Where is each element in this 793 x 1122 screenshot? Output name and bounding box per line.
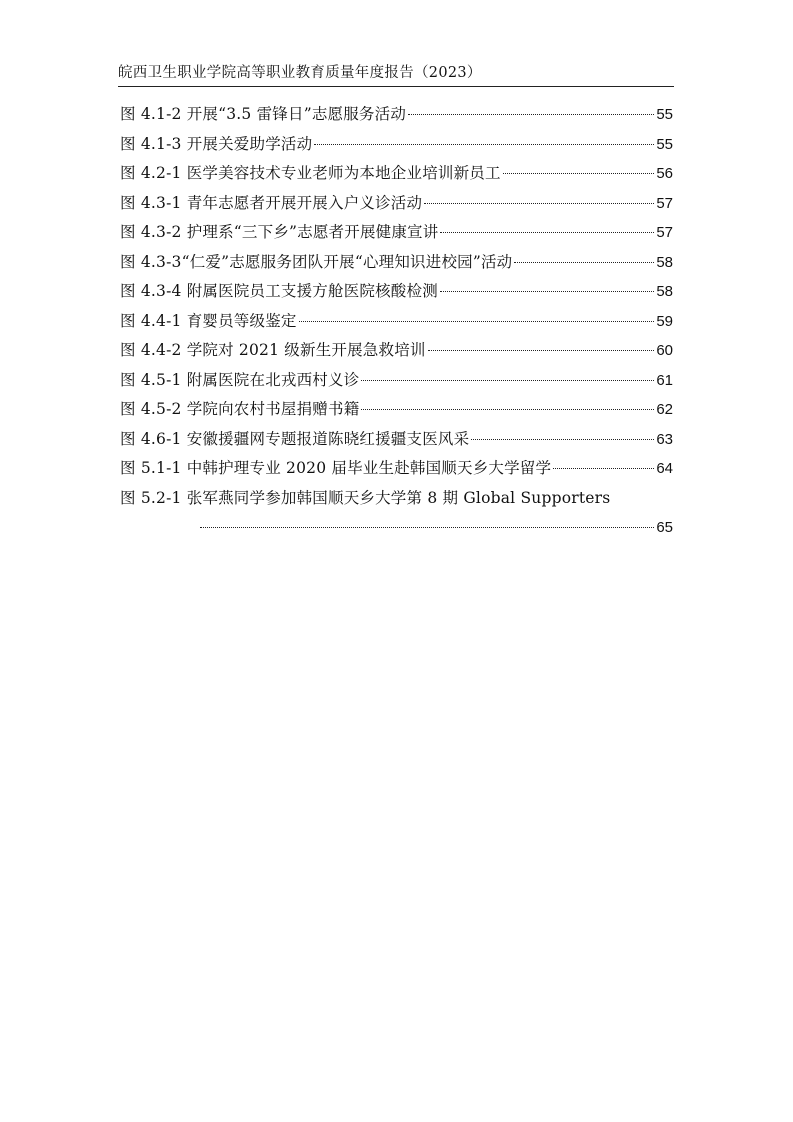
toc-entry-page: 55 (656, 106, 673, 123)
toc-entry[interactable] (120, 484, 673, 543)
toc-entry-page: 58 (656, 283, 673, 300)
toc-entry-page: 55 (656, 135, 673, 153)
toc-entry-label: 图 4.2-1 医学美容技术专业老师为本地企业培训新员工 (120, 164, 501, 182)
toc-entry[interactable] (120, 248, 673, 278)
toc-entry-page: 60 (656, 342, 673, 359)
toc-entry-label: 图 5.2-1 张军燕同学参加韩国顺天乡大学第 8 期 Global Supporters (120, 488, 611, 507)
toc-entry-label: 图 4.3-3“仁爱”志愿服务团队开展“心理知识进校园”活动 (120, 252, 513, 271)
dot-leader (200, 527, 654, 528)
toc-entry[interactable] (120, 100, 673, 130)
toc-entry-label: 图 4.5-2 学院向农村书屋捐赠书籍 (120, 400, 360, 418)
toc-entry[interactable] (120, 366, 673, 396)
dot-leader (314, 144, 654, 145)
toc-entry[interactable] (120, 425, 673, 455)
dot-leader (503, 173, 655, 174)
toc-entry-label: 图 4.3-4 附属医院员工支援方舱医院核酸检测 (120, 282, 438, 300)
toc-entry-page: 57 (656, 224, 673, 241)
toc-entry[interactable] (120, 307, 673, 337)
dot-leader (299, 321, 655, 322)
toc-entry-page: 65 (656, 519, 673, 536)
dot-leader (424, 203, 654, 204)
header-title: 皖西卫生职业学院高等职业教育质量年度报告（2023） (118, 65, 482, 81)
dot-leader (553, 468, 654, 469)
toc-entry[interactable] (120, 277, 673, 307)
toc-entry-label: 图 5.1-1 中韩护理专业 2020 届毕业生赴韩国顺天乡大学留学 (120, 459, 552, 477)
toc-entry-page: 58 (656, 253, 673, 271)
toc-entry-page: 62 (656, 401, 673, 418)
toc-entry-label: 图 4.3-1 青年志愿者开展开展入户义诊活动 (120, 193, 423, 212)
toc-entry[interactable] (120, 336, 673, 366)
dot-leader (408, 114, 654, 115)
dot-leader (440, 291, 654, 292)
dot-leader (514, 262, 654, 263)
toc-entry-page: 61 (656, 371, 673, 389)
page-header (118, 64, 674, 87)
toc-entry-page: 59 (656, 312, 673, 330)
toc-entry[interactable] (120, 454, 673, 484)
toc-entry[interactable] (120, 159, 673, 189)
toc-entry-label: 图 4.4-2 学院对 2021 级新生开展急救培训 (120, 341, 426, 359)
dot-leader (361, 380, 654, 381)
dot-leader (428, 350, 655, 351)
toc-entry[interactable] (120, 130, 673, 160)
toc-entry-page: 57 (656, 194, 673, 212)
dot-leader (361, 409, 654, 410)
toc-entry-page: 64 (656, 460, 673, 477)
figure-list (120, 100, 673, 543)
toc-entry[interactable] (120, 218, 673, 248)
toc-entry[interactable] (120, 395, 673, 425)
toc-entry-label: 图 4.1-3 开展关爱助学活动 (120, 134, 313, 153)
toc-entry-page: 63 (656, 430, 673, 448)
toc-entry-label: 图 4.3-2 护理系“三下乡”志愿者开展健康宣讲 (120, 223, 439, 241)
dot-leader (471, 439, 654, 440)
toc-entry-label: 图 4.1-2 开展“3.5 雷锋日”志愿服务活动 (120, 105, 407, 123)
toc-entry-page: 56 (656, 165, 673, 182)
toc-entry[interactable] (120, 189, 673, 219)
toc-entry-label: 图 4.6-1 安徽援疆网专题报道陈晓红援疆支医风采 (120, 429, 470, 448)
toc-entry-continuation (198, 513, 673, 543)
dot-leader (440, 232, 654, 233)
toc-entry-label: 图 4.4-1 育婴员等级鉴定 (120, 311, 297, 330)
toc-entry-label: 图 4.5-1 附属医院在北戎西村义诊 (120, 370, 360, 389)
